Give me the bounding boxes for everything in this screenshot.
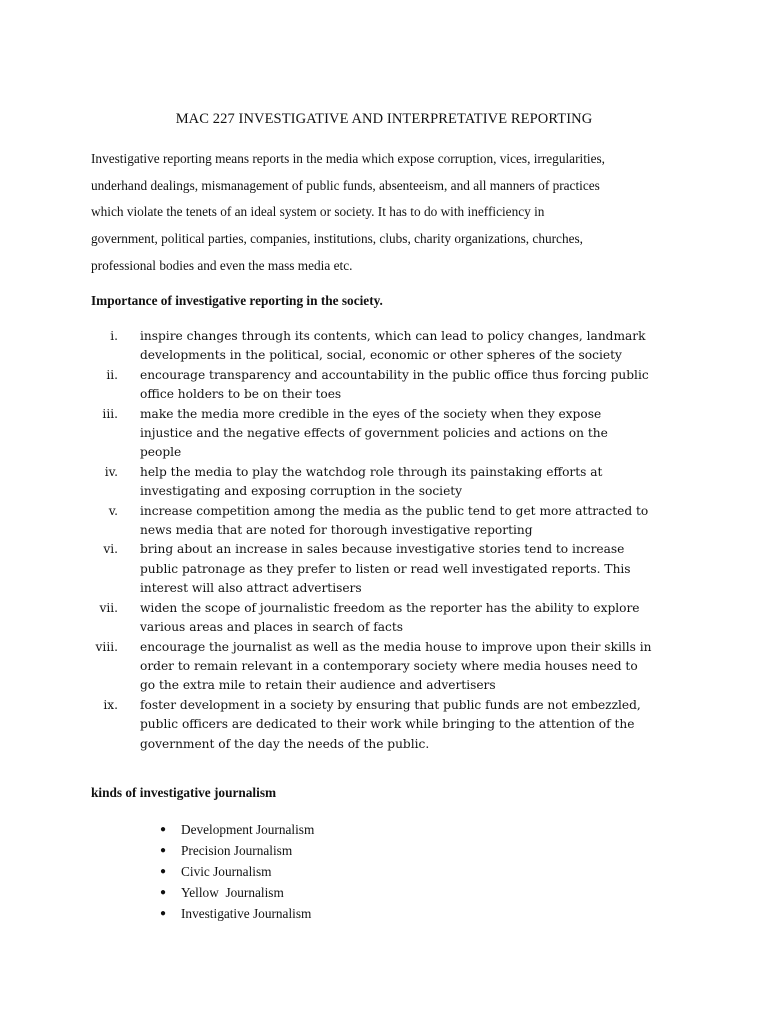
- list-item-number: v.: [108, 503, 118, 518]
- list-item: [0, 540, 768, 598]
- intro-line: government, political parties, companies, institutions, clubs, charity organizations, churches,: [91, 231, 583, 247]
- kinds-heading: kinds of investigative journalism: [91, 785, 277, 800]
- list-item-line: help the media to play the watchdog role through its painstaking efforts at: [140, 464, 603, 479]
- list-item: [0, 366, 768, 405]
- list-item-number: viii.: [95, 639, 118, 654]
- list-item-label: Precision Journalism: [181, 843, 293, 858]
- intro-paragraph: [91, 146, 691, 280]
- list-item-line: bring about an increase in sales because investigative stories tend to increase: [140, 542, 625, 557]
- list-item: [0, 502, 768, 541]
- list-item-number: vi.: [103, 542, 118, 557]
- importance-list: [0, 327, 768, 754]
- intro-line: which violate the tenets of an ideal system or society. It has to do with inefficiency in: [91, 204, 545, 220]
- list-item: [0, 463, 768, 502]
- list-item-line: encourage the journalist as well as the media house to improve upon their skills in: [140, 639, 652, 654]
- list-item-line: office holders to be on their toes: [140, 387, 342, 402]
- importance-heading: Importance of investigative reporting in the society.: [91, 293, 383, 308]
- list-item: [0, 903, 768, 924]
- bullet-icon: ●: [160, 824, 167, 835]
- list-item-number: iii.: [102, 406, 118, 421]
- list-item-line: investigating and exposing corruption in the society: [140, 484, 463, 499]
- list-item-line: interest will also attract advertisers: [140, 581, 362, 596]
- list-item-line: public patronage as they prefer to listen or read well investigated reports. This: [140, 561, 631, 576]
- list-item-line: news media that are noted for thorough investigative reporting: [140, 523, 533, 538]
- intro-line: professional bodies and even the mass media etc.: [91, 257, 353, 273]
- list-item-line: government of the day the needs of the public.: [140, 736, 430, 751]
- list-item-number: vii.: [99, 600, 118, 615]
- list-item-line: make the media more credible in the eyes of the society when they expose: [140, 406, 602, 421]
- list-item: [0, 638, 768, 696]
- list-item-line: order to remain relevant in a contemporary society where media houses need to: [140, 658, 638, 673]
- list-item-line: go the extra mile to retain their audience and advertisers: [140, 678, 496, 693]
- list-item: [0, 819, 768, 840]
- kinds-list: [0, 819, 768, 924]
- bullet-icon: ●: [160, 845, 167, 856]
- document-title: MAC 227 INVESTIGATIVE AND INTERPRETATIVE REPORTING: [175, 111, 593, 127]
- bullet-icon: ●: [160, 866, 167, 877]
- list-item-number: ii.: [106, 367, 118, 382]
- list-item: [0, 840, 768, 861]
- list-item: [0, 882, 768, 903]
- intro-line: Investigative reporting means reports in the media which expose corruption, vices, irregularities,: [91, 151, 605, 166]
- list-item-line: various areas and places in search of facts: [140, 620, 404, 635]
- list-item-line: foster development in a society by ensuring that public funds are not embezzled,: [140, 697, 641, 712]
- list-item-line: people: [140, 445, 182, 460]
- list-item-label: Yellow Journalism: [181, 885, 284, 900]
- list-item-line: inspire changes through its contents, which can lead to policy changes, landmark: [140, 329, 646, 343]
- list-item: [0, 696, 768, 754]
- list-item-number: ix.: [103, 697, 118, 712]
- list-item-label: Investigative Journalism: [181, 906, 312, 921]
- list-item: [0, 327, 768, 366]
- list-item-number: i.: [110, 329, 118, 343]
- list-item-line: widen the scope of journalistic freedom as the reporter has the ability to explore: [140, 600, 640, 615]
- list-item-label: Development Journalism: [181, 822, 315, 837]
- bullet-icon: ●: [160, 887, 167, 898]
- list-item: [0, 861, 768, 882]
- list-item-line: injustice and the negative effects of government policies and actions on the: [140, 426, 608, 441]
- list-item-label: Civic Journalism: [181, 864, 272, 879]
- list-item: [0, 405, 768, 463]
- list-item-line: developments in the political, social, economic or other spheres of the society: [140, 348, 622, 363]
- bullet-icon: ●: [160, 908, 167, 919]
- list-item-line: encourage transparency and accountability in the public office thus forcing public: [140, 367, 649, 382]
- list-item-line: public officers are dedicated to their work while bringing to the attention of the: [140, 717, 635, 732]
- list-item: [0, 599, 768, 638]
- list-item-number: iv.: [104, 464, 118, 479]
- list-item-line: increase competition among the media as the public tend to get more attracted to: [140, 503, 649, 518]
- intro-line: underhand dealings, mismanagement of public funds, absenteeism, and all manners of practices: [91, 177, 600, 193]
